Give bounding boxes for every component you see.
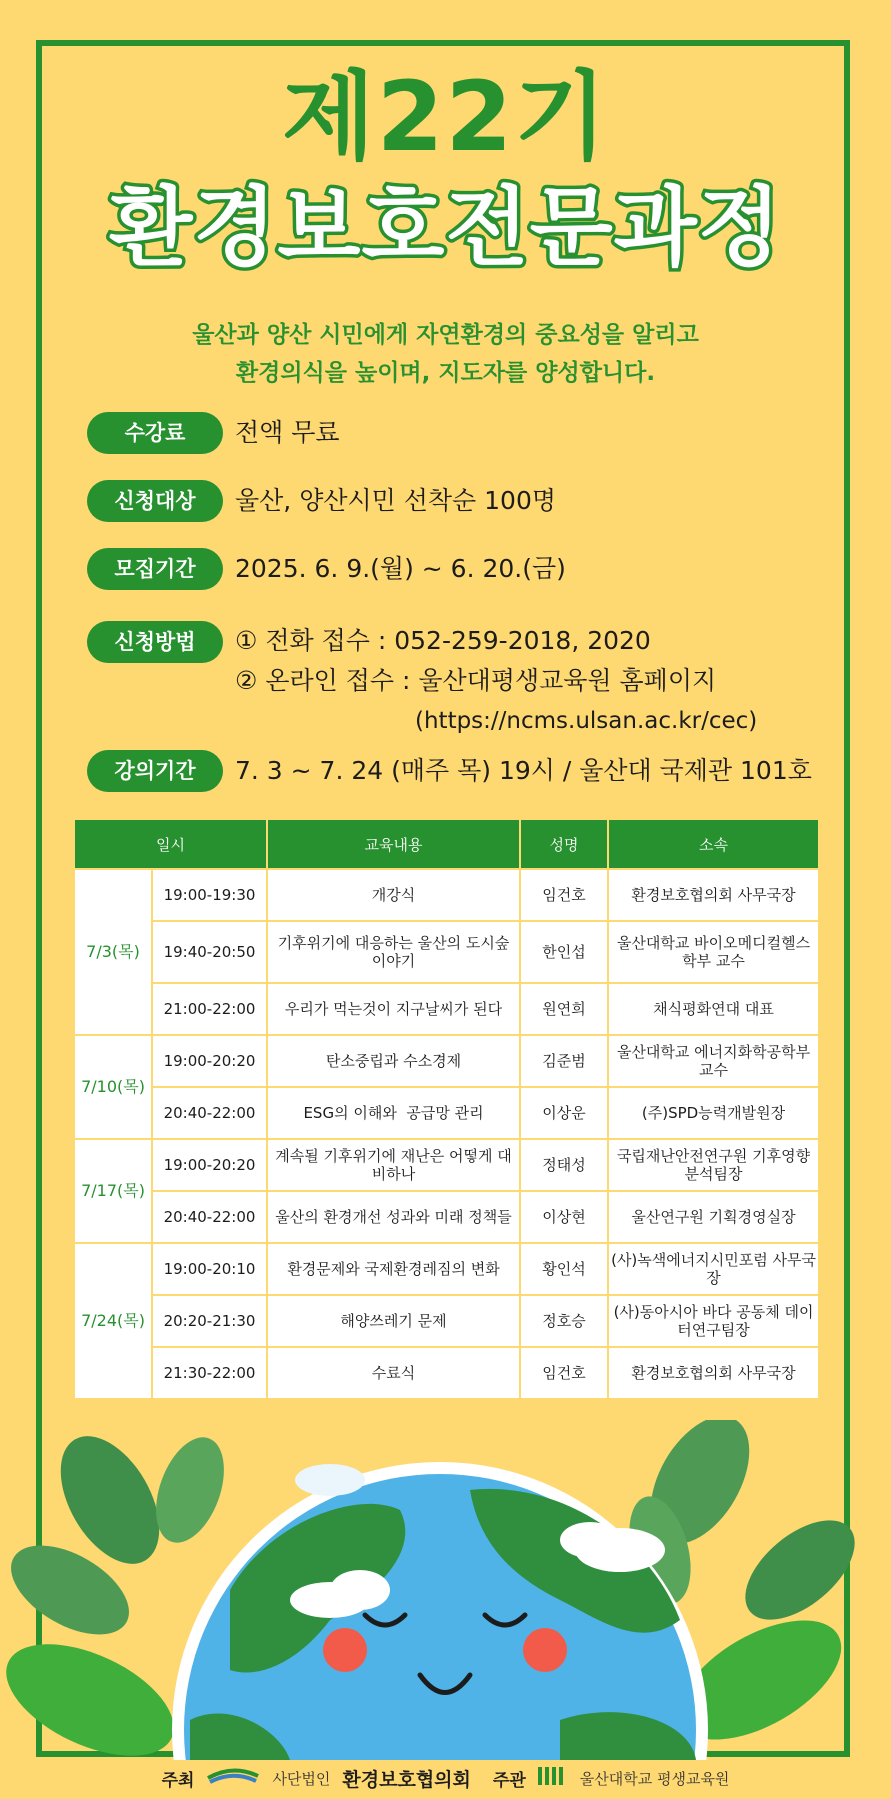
info-fee [87,412,340,454]
period-value: 7. 3 ~ 7. 24 (매주 목) 19시 / 울산대 국제관 101호 [235,756,812,785]
intro-line-2: 환경의식을 높이며, 지도자를 양성합니다. [235,360,656,386]
table-row [74,983,819,1035]
row-org: (사)동아시아 바다 공동체 데이터연구팀장 [608,1295,819,1347]
row-org: 환경보호협의회 사무국장 [608,869,819,921]
recruit-label: 모집기간 [87,548,223,590]
organizer-label: 주관 [492,1770,526,1791]
row-time: 19:00-20:20 [152,1139,267,1191]
info-method [87,621,757,741]
target-value: 울산, 양산시민 선착순 100명 [235,486,557,515]
recruit-value: 2025. 6. 9.(월) ~ 6. 20.(금) [235,554,566,583]
row-org: 울산대학교 바이오메디컬헬스학부 교수 [608,921,819,983]
row-name: 원연희 [520,983,608,1035]
table-row [74,869,819,921]
row-time: 21:30-22:00 [152,1347,267,1399]
footer [0,1757,891,1799]
row-content: 계속될 기후위기에 재난은 어떻게 대비하나 [267,1139,520,1191]
row-name: 황인석 [520,1243,608,1295]
host-name: 환경보호협의회 [342,1768,471,1791]
header-content: 교육내용 [267,819,520,869]
info-period [87,750,812,792]
header-date: 일시 [74,819,267,869]
row-time: 20:40-22:00 [152,1191,267,1243]
table-row [74,1243,819,1295]
globe [172,1462,708,1760]
method-phone: ① 전화 접수 : 052-259-2018, 2020 [235,626,651,655]
row-org: (사)녹색에너지시민포럼 사무국장 [608,1243,819,1295]
row-name: 김준범 [520,1035,608,1087]
target-label: 신청대상 [87,480,223,522]
host-logo-icon [206,1766,260,1791]
method-online: ② 온라인 접수 : 울산대평생교육원 홈페이지 [235,666,717,695]
row-content: 수료식 [267,1347,520,1399]
row-name: 임건호 [520,869,608,921]
earth-illustration [0,1420,891,1760]
table-row [74,1347,819,1399]
organizer-name: 울산대학교 평생교육원 [579,1769,730,1788]
table-row [74,1295,819,1347]
method-label: 신청방법 [87,621,223,663]
info-recruit [87,548,566,590]
header-org: 소속 [608,819,819,869]
day-date: 7/10(목) [74,1035,152,1139]
header-name: 성명 [520,819,608,869]
intro-line-1: 울산과 양산 시민에게 자연환경의 중요성을 알리고 [192,322,699,348]
info-target [87,480,556,522]
row-time: 21:00-22:00 [152,983,267,1035]
day-date: 7/3(목) [74,869,152,1035]
table-row [74,1087,819,1139]
table-row [74,921,819,983]
course-name-title: 환경보호전문과정 [109,178,782,278]
day-date: 7/17(목) [74,1139,152,1243]
row-content: ESG의 이해와 공급망 관리 [267,1087,520,1139]
row-content: 울산의 환경개선 성과와 미래 정책들 [267,1191,520,1243]
table-header-row [74,819,819,869]
fee-label: 수강료 [87,412,223,454]
row-name: 이상운 [520,1087,608,1139]
row-content: 해양쓰레기 문제 [267,1295,520,1347]
table-row [74,1191,819,1243]
fee-value: 전액 무료 [235,418,340,447]
row-org: (주)SPD능력개발원장 [608,1087,819,1139]
row-org: 울산대학교 에너지화학공학부 교수 [608,1035,819,1087]
table-row [74,1139,819,1191]
row-time: 20:20-21:30 [152,1295,267,1347]
organizer-logo-icon [538,1767,568,1790]
row-name: 한인섭 [520,921,608,983]
row-name: 임건호 [520,1347,608,1399]
intro-text [0,316,891,392]
row-org: 국립재난안전연구원 기후영향분석팀장 [608,1139,819,1191]
row-time: 19:40-20:50 [152,921,267,983]
period-label: 강의기간 [87,750,223,792]
row-org: 울산연구원 기획경영실장 [608,1191,819,1243]
row-name: 정태성 [520,1139,608,1191]
row-time: 19:00-20:20 [152,1035,267,1087]
row-content: 기후위기에 대응하는 울산의 도시숲 이야기 [267,921,520,983]
table-row [74,1035,819,1087]
schedule-table [73,818,820,1400]
row-time: 19:00-19:30 [152,869,267,921]
method-url: (https://ncms.ulsan.ac.kr/cec) [415,708,758,734]
course-number-title: 제22기 [281,61,610,173]
host-prefix: 사단법인 [272,1769,331,1788]
row-org: 환경보호협의회 사무국장 [608,1347,819,1399]
row-content: 우리가 먹는것이 지구날씨가 된다 [267,983,520,1035]
day-date: 7/24(목) [74,1243,152,1399]
row-name: 정호승 [520,1295,608,1347]
row-content: 환경문제와 국제환경레짐의 변화 [267,1243,520,1295]
row-org: 채식평화연대 대표 [608,983,819,1035]
row-time: 20:40-22:00 [152,1087,267,1139]
row-content: 개강식 [267,869,520,921]
row-time: 19:00-20:10 [152,1243,267,1295]
row-name: 이상현 [520,1191,608,1243]
host-label: 주최 [161,1770,195,1791]
row-content: 탄소중립과 수소경제 [267,1035,520,1087]
